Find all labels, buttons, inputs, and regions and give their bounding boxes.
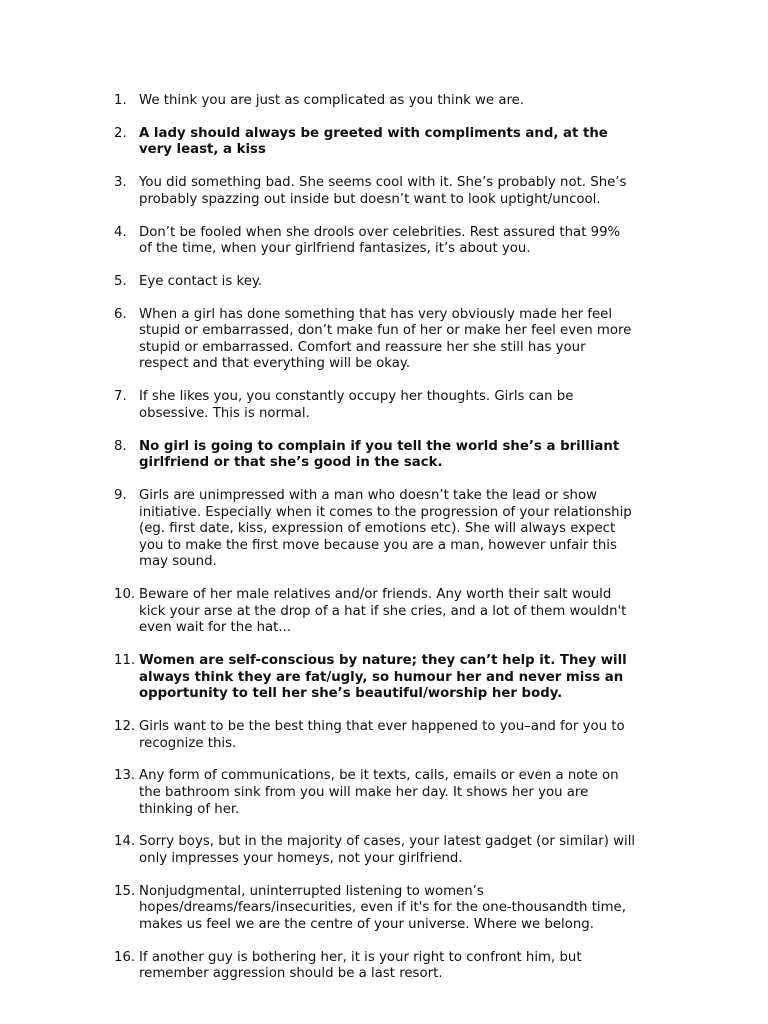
item-text: Any form of communications, be it texts, calls, emails or even a note on the bathroom sink from you will make her day. It shows her you are thinking of her. — [139, 768, 619, 817]
list-item — [114, 274, 674, 291]
list-item — [114, 719, 674, 752]
list-item — [114, 439, 674, 472]
item-text: When a girl has done something that has very obviously made her feel stupid or embarrassed, don’t make fun of her or make her feel even more stupid or embarrassed. Comfort and reassure her she still has your respect and that everything will be okay. — [139, 306, 632, 372]
item-text: Nonjudgmental, uninterrupted listening to women’s hopes/dreams/fears/insecurities, even if it's for the one-thousandth time, makes us feel we are the centre of your universe. Where we belong. — [139, 883, 626, 932]
item-number: 6. — [114, 306, 127, 322]
item-number: 12. — [114, 719, 136, 735]
item-number: 11. — [114, 653, 136, 669]
item-number: 15. — [114, 883, 136, 899]
item-number: 13. — [114, 768, 136, 784]
item-number: 16. — [114, 949, 136, 965]
item-number: 14. — [114, 834, 136, 850]
item-number: 2. — [114, 125, 127, 141]
list-item — [114, 653, 674, 703]
list-item — [114, 307, 674, 373]
item-number: 7. — [114, 389, 127, 405]
item-text: A lady should always be greeted with compliments and, at the very least, a kiss — [139, 125, 608, 158]
item-number: 3. — [114, 175, 127, 191]
item-text: You did something bad. She seems cool with it. She’s probably not. She’s probably spazzing out inside but doesn’t want to look uptight/uncool. — [139, 175, 627, 207]
item-text: Girls are unimpressed with a man who doesn’t take the lead or show initiative. Especially when it comes to the progression of your relationship (eg. first date, kiss, expression of emotions etc). She will always expect you to make the first move because you are a man, however unfair this may sound. — [139, 488, 632, 570]
item-number: 4. — [114, 224, 127, 240]
item-text: No girl is going to complain if you tell the world she’s a brilliant girlfriend or that she’s good in the sack. — [139, 438, 620, 471]
numbered-list — [114, 93, 674, 999]
list-item — [114, 768, 674, 818]
item-number: 10. — [114, 587, 136, 603]
item-text: If another guy is bothering her, it is your right to confront him, but remember aggression should be a last resort. — [139, 949, 582, 982]
item-text: If she likes you, you constantly occupy her thoughts. Girls can be obsessive. This is normal. — [139, 389, 574, 421]
list-item — [114, 488, 674, 571]
item-number: 1. — [114, 93, 127, 108]
list-item — [114, 126, 674, 159]
item-text: Beware of her male relatives and/or friends. Any worth their salt would kick your arse at the drop of a hat if she cries, and a lot of them wouldn't even wait for the hat... — [139, 587, 627, 636]
item-text: Women are self-conscious by nature; they can’t help it. They will always think they are fat/ugly, so humour her and never miss an opportunity to tell her she’s beautiful/worship her body. — [139, 653, 627, 702]
item-number: 5. — [114, 273, 127, 289]
item-text: Don’t be fooled when she drools over celebrities. Rest assured that 99% of the time, when your girlfriend fantasizes, it’s about you. — [139, 224, 621, 257]
list-item — [114, 93, 674, 110]
list-item — [114, 175, 674, 208]
list-item — [114, 225, 674, 258]
item-number: 9. — [114, 488, 127, 503]
item-text: We think you are just as complicated as you think we are. — [139, 93, 525, 108]
list-item — [114, 884, 674, 934]
list-item — [114, 587, 674, 637]
item-text: Eye contact is key. — [139, 273, 263, 289]
list-item — [114, 389, 674, 422]
item-number: 8. — [114, 438, 127, 454]
item-text: Girls want to be the best thing that ever happened to you–and for you to recognize this. — [139, 719, 625, 751]
list-item — [114, 834, 674, 867]
item-text: Sorry boys, but in the majority of cases, your latest gadget (or similar) will only impresses your homeys, not your girlfriend. — [139, 834, 636, 867]
list-item — [114, 950, 674, 983]
